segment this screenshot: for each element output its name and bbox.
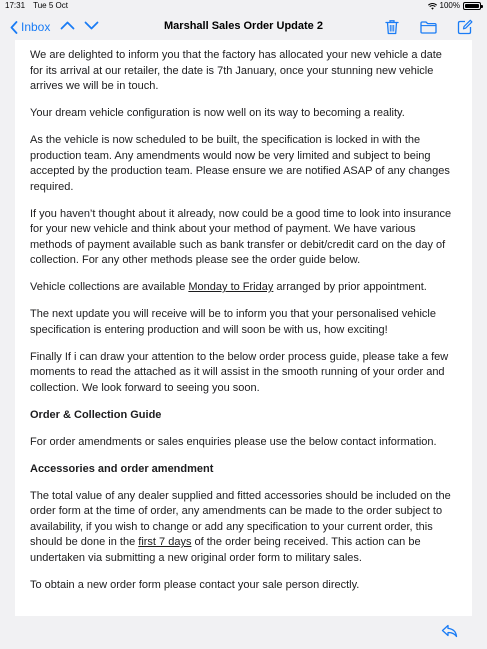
body-paragraph: Finally If i can draw your attention to the below order process guide, please take a few moments to read the attached as it will assist in the smooth running of your order and collection. We look forward to seeing you soon. [30, 350, 449, 394]
status-right [428, 0, 481, 12]
body-text: The total value of any dealer supplied and fitted accessories should be included on the order form at the time of order, any amendments can be made to the order subject to availability, if you wish to change or add any specification to your current order, this should be done in the [30, 489, 451, 548]
battery-icon [463, 2, 481, 10]
body-paragraph [30, 280, 457, 296]
bottom-toolbar [0, 616, 487, 649]
first-7-days-link[interactable]: first 7 days [138, 536, 192, 548]
message-subject: Marshall Sales Order Update 2 [164, 20, 323, 32]
status-bar [0, 0, 487, 12]
status-left [5, 0, 74, 12]
wifi-icon [428, 3, 437, 10]
body-paragraph: As the vehicle is now scheduled to be built, the specification is locked in with the production team. Any amendments would now be very limited and subject to being accepted by the production team. Please ensure we are notified ASAP of any changes required. [30, 134, 450, 193]
trash-icon[interactable] [385, 19, 399, 35]
back-label: Inbox [21, 20, 51, 34]
reply-icon[interactable] [441, 624, 458, 638]
message-body [15, 40, 472, 616]
body-text: arranged by prior appointment. [273, 281, 427, 293]
compose-icon[interactable] [457, 19, 473, 35]
folder-icon[interactable] [420, 21, 437, 34]
status-time: 17:31 [5, 1, 26, 10]
body-paragraph: The next update you will receive will be to inform you that your personalised vehicle specification is entering production and will soon be with us, how exciting! [30, 308, 436, 336]
body-text: of the order being received. This action can be undertaken via submitting a new original order form to military sales. [30, 536, 421, 564]
body-paragraph [30, 489, 457, 567]
body-paragraph: If you haven’t thought about it already, now could be a good time to look into insurance for your new vehicle and think about your method of payment. We have various methods of payment available such as bank transfer or debit/credit card on the day of collection. For any other methods please see the order guide below. [30, 207, 452, 266]
section-heading: Order & Collection Guide [30, 408, 162, 421]
battery-percent: 100% [439, 1, 460, 10]
collection-days-link[interactable]: Monday to Friday [188, 281, 274, 293]
body-paragraph: To obtain a new order form please contact your sale person directly. [30, 578, 360, 591]
body-paragraph: We are delighted to inform you that the factory has allocated your new vehicle a date for its arrival at our retailer, the date is 7th January, once your stunning new vehicle arrives we will be in touch. [30, 49, 442, 92]
status-date: Tue 5 Oct [33, 1, 68, 10]
body-paragraph: Your dream vehicle configuration is now well on its way to becoming a reality. [30, 107, 405, 119]
body-text: Vehicle collections are available [30, 281, 189, 293]
section-heading: Accessories and order amendment [30, 462, 214, 475]
body-paragraph: For order amendments or sales enquiries please use the below contact information. [30, 435, 437, 448]
